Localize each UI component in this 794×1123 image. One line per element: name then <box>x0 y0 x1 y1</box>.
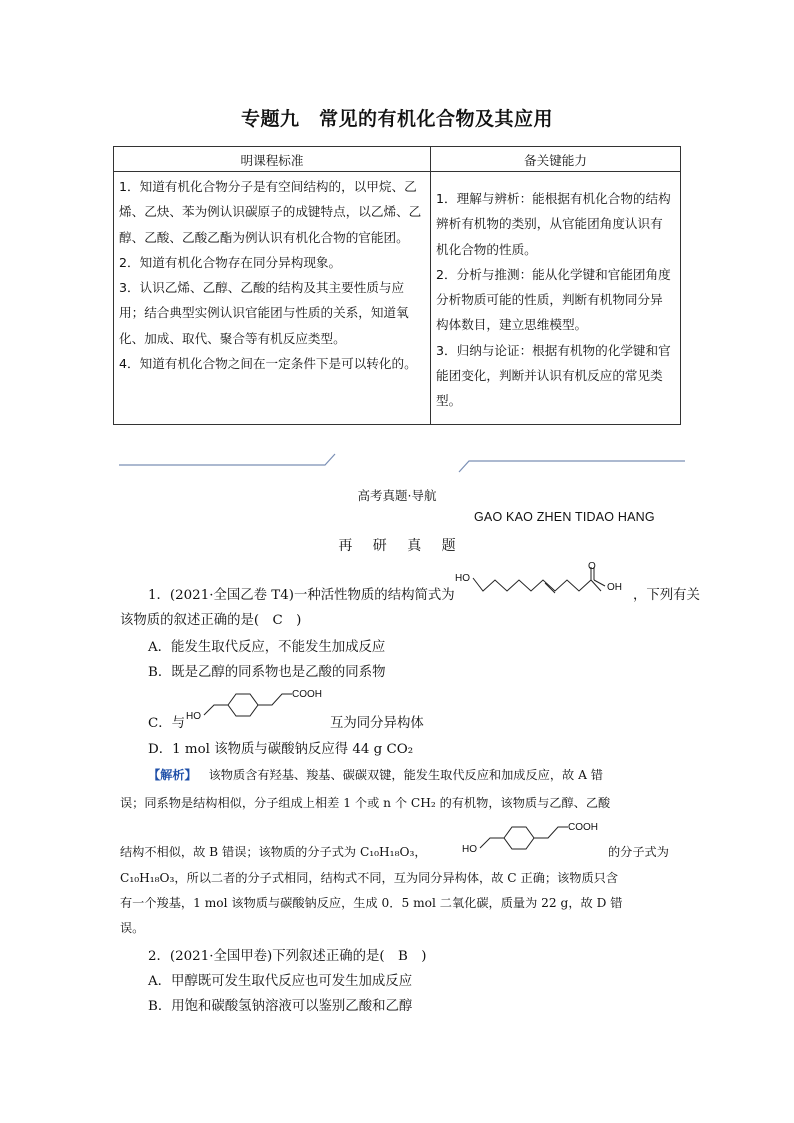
ability-item: 3．归纳与论证：根据有机物的化学键和官能团变化，判断并认识有机反应的常见类型。 <box>436 342 671 409</box>
ring-molecule-structure <box>462 816 612 856</box>
analysis-line: 误；同系物是结构相似，分子组成上相差 1 个或 n 个 CH₂ 的有机物，该物质与乙醇、乙酸 <box>120 796 611 810</box>
analysis-line: 的分子式为 <box>608 845 669 859</box>
q1-option-c: C．与 <box>148 716 186 731</box>
molecule-label: HO <box>455 573 470 584</box>
analysis-line: 有一个羧基，1 mol 该物质与碳酸钠反应，生成 0．5 mol 二氧化碳，质量为 22 g，故 D 错 <box>120 896 623 910</box>
molecule-label: OH <box>607 582 622 593</box>
analysis-line: 结构不相似，故 B 错误；该物质的分子式为 C₁₀H₁₈O₃， <box>120 845 427 859</box>
q1-stem: 1．(2021·全国乙卷 T4)一种活性物质的结构简式为 <box>148 588 455 603</box>
table-header-standards: 明课程标准 <box>114 147 431 172</box>
standard-item: 3．认识乙烯、乙醇、乙酸的结构及其主要性质与应用；结合典型实例认识官能团与性质的关系，知道氧化、加成、取代、聚合等有机反应类型。 <box>119 280 409 346</box>
q2-stem: 2．(2021·全国甲卷)下列叙述正确的是( B ) <box>148 949 427 964</box>
standard-item: 4．知道有机化合物之间在一定条件下是可以转化的。 <box>119 356 417 372</box>
ring-molecule-structure <box>186 683 336 723</box>
molecule-label: COOH <box>292 689 322 700</box>
page-title: 专题九 常见的有机化合物及其应用 <box>240 108 553 130</box>
analysis-line: C₁₀H₁₈O₃，所以二者的分子式相同，结构式不同，互为同分异构体，故 C 正确；该物质只含 <box>120 871 619 885</box>
analysis-line: 【解析】 该物质含有羟基、羧基、碳碳双键，能发生取代反应和加成反应，故 A 错 <box>148 768 603 782</box>
molecule-label: HO <box>186 711 201 722</box>
chain-molecule-structure <box>455 560 635 600</box>
ability-item: 2．分析与推测：能从化学键和官能团角度分析物质可能的性质，判断有机物同分异构体数目，建立思维模型。 <box>436 266 671 333</box>
standard-item: 2．知道有机化合物存在同分异构现象。 <box>119 254 342 270</box>
molecule-label: HO <box>462 844 477 855</box>
q1-stem-cont: 该物质的叙述正确的是( C ) <box>120 613 302 628</box>
molecule-label: O <box>588 561 596 572</box>
analysis-tag: 【解析】 <box>148 768 197 782</box>
q1-option-a: A．能发生取代反应，不能发生加成反应 <box>148 640 386 655</box>
section-banner: 再 研 真 题 <box>338 538 456 554</box>
analysis-line: 误。 <box>120 921 145 935</box>
standard-item: 1．知道有机化合物分子是有空间结构的，以甲烷、乙烯、乙炔、苯为例认识碳原子的成键特点，以乙烯、乙醇、乙酸、乙酸乙酯为例认识有机化合物的官能团。 <box>119 179 422 245</box>
table-header-abilities: 备关键能力 <box>431 147 681 172</box>
q1-option-d: D．1 mol 该物质与碳酸钠反应得 44 g CO₂ <box>148 742 414 757</box>
q1-option-b: B．既是乙醇的同系物也是乙酸的同系物 <box>148 665 386 680</box>
curriculum-table <box>113 146 681 425</box>
section-divider <box>113 448 685 478</box>
abilities-cell <box>431 172 681 425</box>
section-pinyin: GAO KAO ZHEN TIDAO HANG <box>474 510 655 524</box>
standards-cell <box>114 172 431 425</box>
q1-option-c-tail: 互为同分异构体 <box>330 716 424 731</box>
q1-stem-tail: ，下列有关 <box>633 588 700 603</box>
section-subtitle: 高考真题·导航 <box>357 488 437 503</box>
q2-option-a: A．甲醇既可发生取代反应也可发生加成反应 <box>148 974 413 989</box>
molecule-label: COOH <box>568 822 598 833</box>
q2-option-b: B．用饱和碳酸氢钠溶液可以鉴别乙酸和乙醇 <box>148 999 413 1014</box>
ability-item: 1．理解与辨析：能根据有机化合物的结构辨析有机物的类别，从官能团角度认识有机化合物的性质。 <box>436 191 671 257</box>
